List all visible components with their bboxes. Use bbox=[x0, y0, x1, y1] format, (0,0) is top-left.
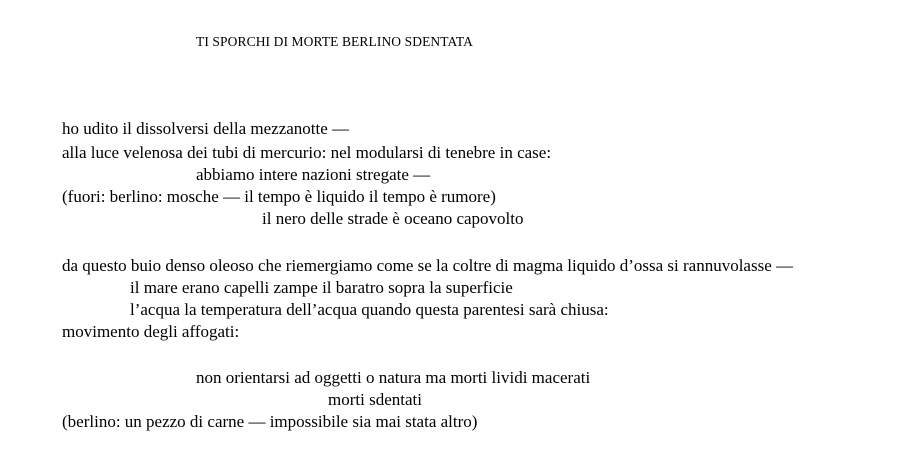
poem-line: (fuori: berlino: mosche — il tempo è liquido il tempo è rumore) bbox=[62, 187, 496, 206]
poem-line: il nero delle strade è oceano capovolto bbox=[262, 209, 524, 228]
poem-line: alla luce velenosa dei tubi di mercurio: nel modularsi di tenebre in case: bbox=[62, 143, 552, 162]
poem-line: abbiamo intere nazioni stregate — bbox=[196, 165, 431, 184]
poem-line: ho udito il dissolversi della mezzanotte — bbox=[62, 119, 350, 138]
poem-line: movimento degli affogati: bbox=[62, 322, 240, 341]
poem-line: morti sdentati bbox=[328, 390, 422, 409]
poem-line: (berlino: un pezzo di carne — impossibile sia mai stata altro) bbox=[62, 412, 478, 431]
poem-title: TI SPORCHI DI MORTE BERLINO SDENTATA bbox=[196, 34, 474, 49]
poem-line: da questo buio denso oleoso che riemergiamo come se la coltre di magma liquido d’ossa si rannuvolasse — bbox=[62, 256, 793, 275]
poem-line: il mare erano capelli zampe il baratro sopra la superficie bbox=[130, 278, 513, 297]
poem-line: l’acqua la temperatura dell’acqua quando questa parentesi sarà chiusa: bbox=[130, 300, 609, 319]
poem-line: non orientarsi ad oggetti o natura ma morti lividi macerati bbox=[196, 368, 591, 387]
